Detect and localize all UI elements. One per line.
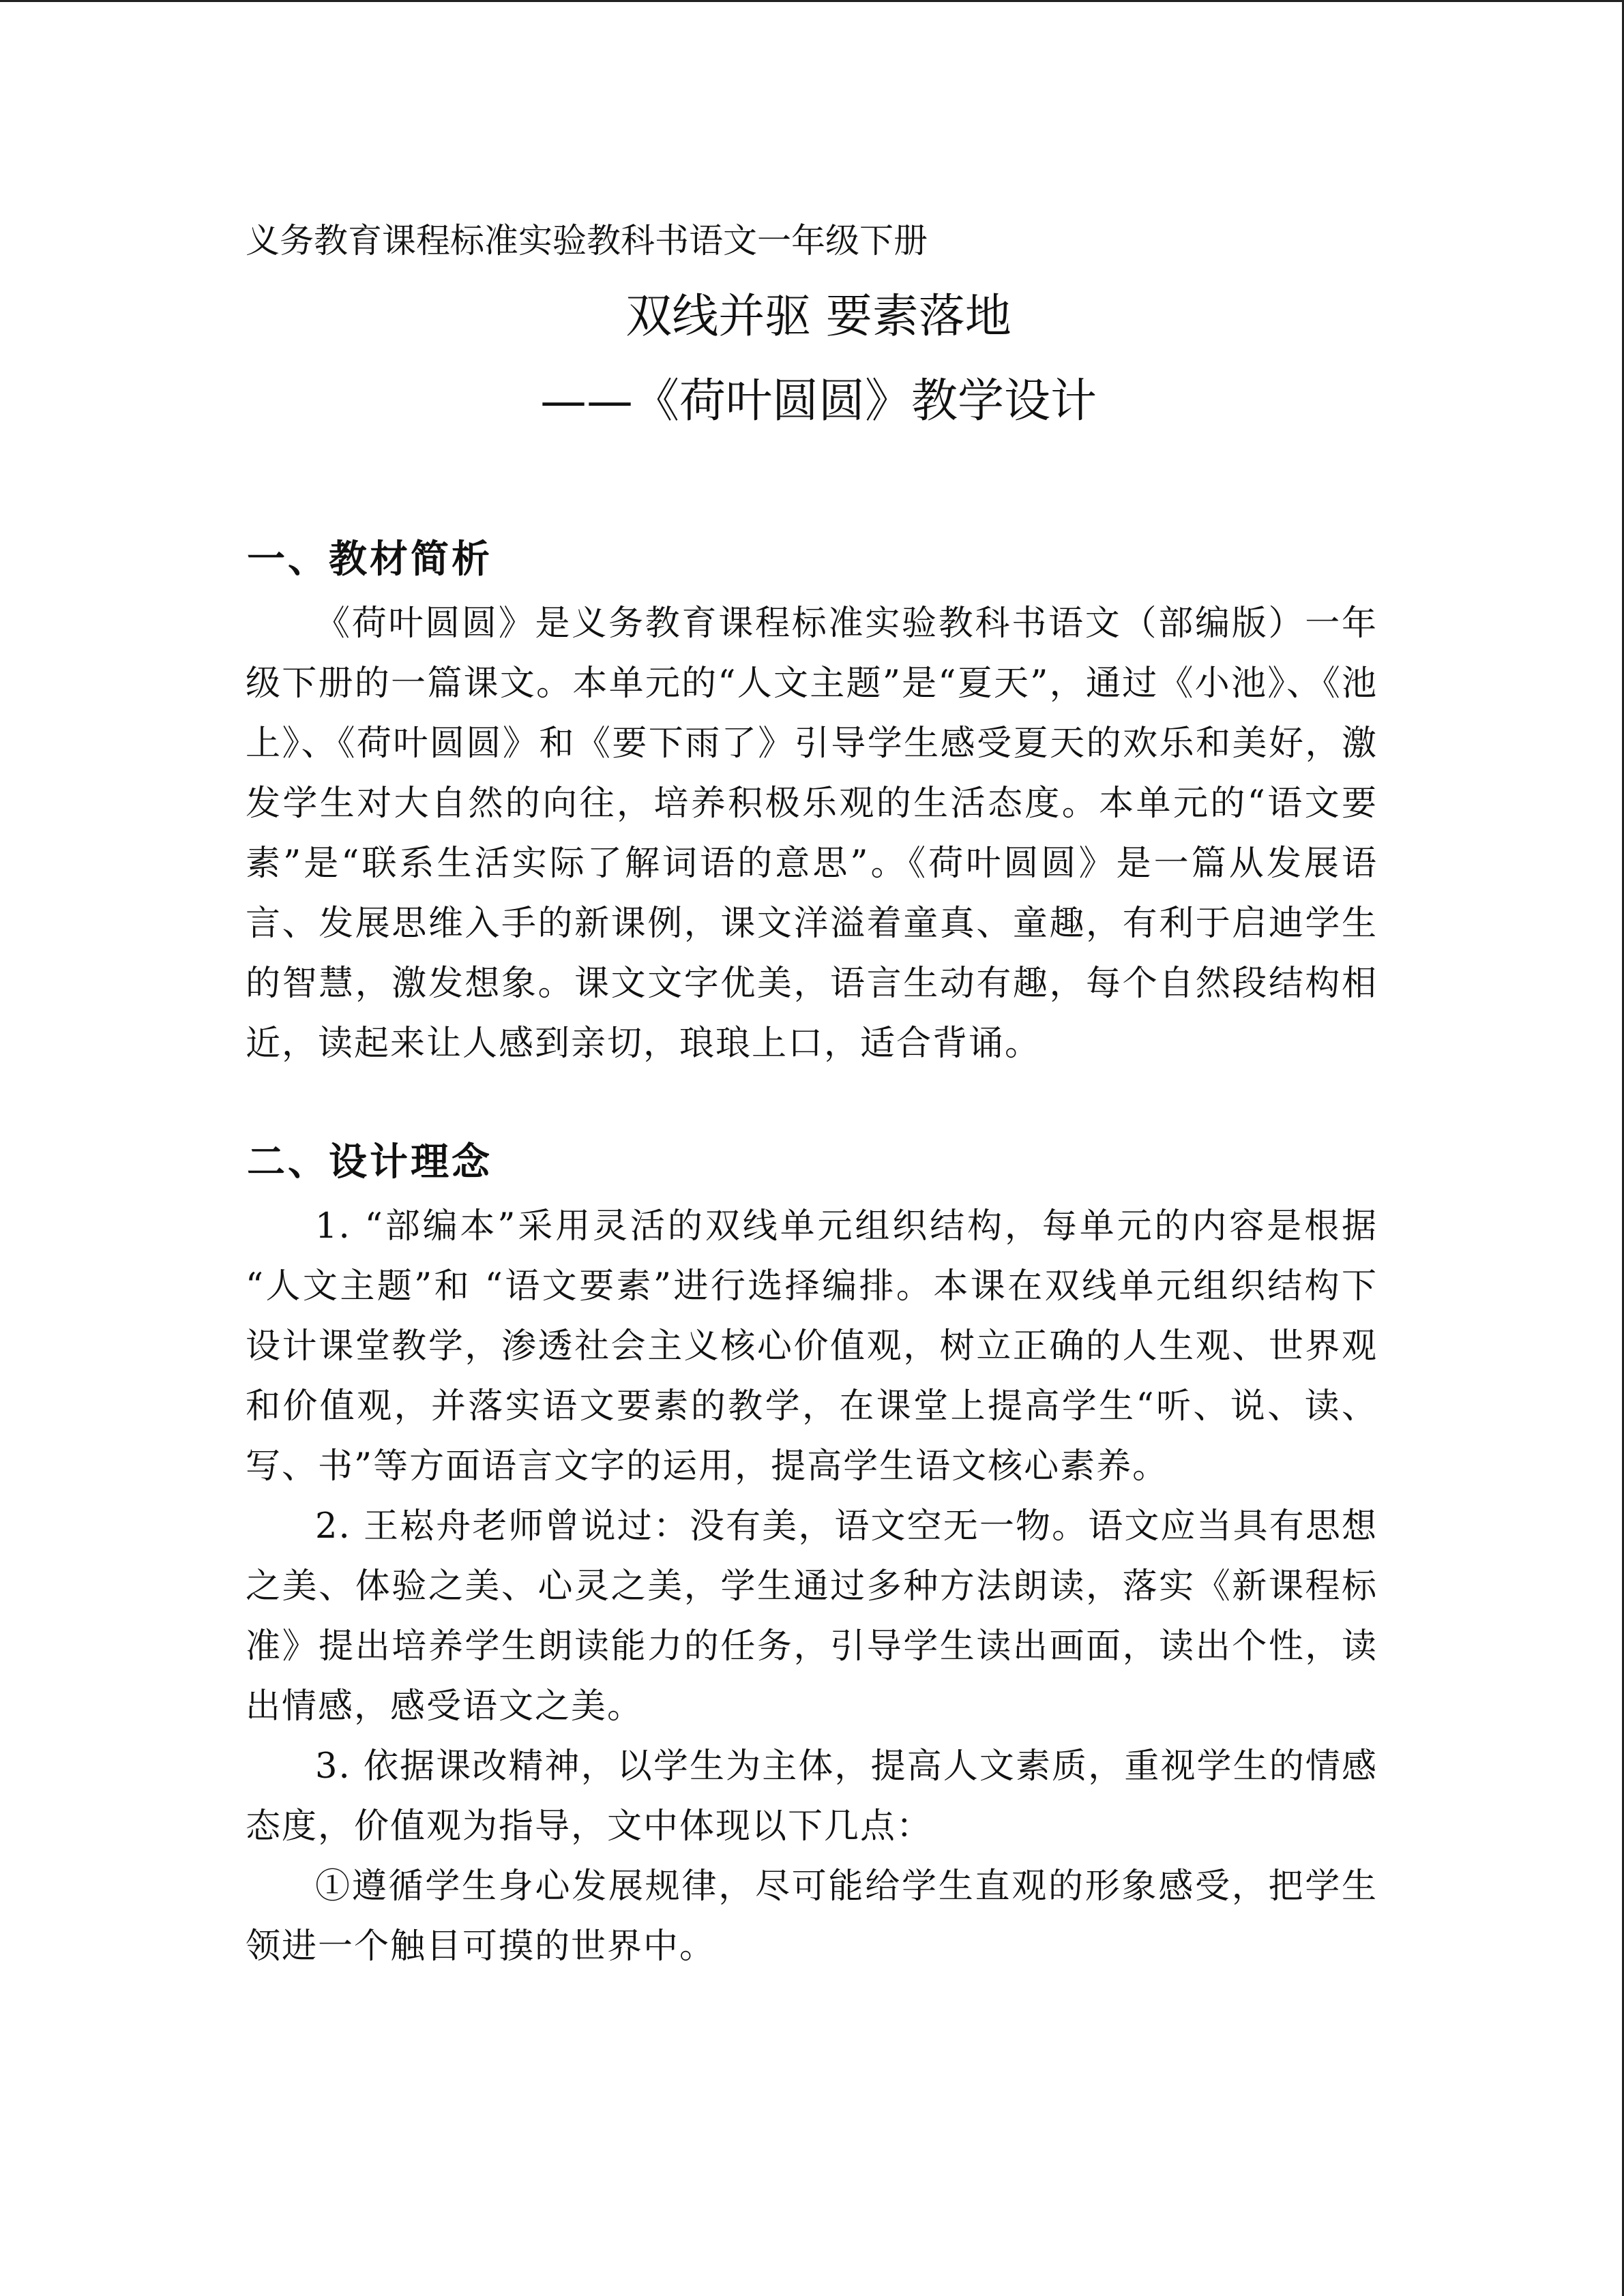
paragraph-material-analysis: 《荷叶圆圆》是义务教育课程标准实验教科书语文（部编版）一年级下册的一篇课文。本单元的“人文主题”是“夏天”，通过《小池》、《池上》、《荷叶圆圆》和《要下雨了》引导学生感受夏天的欢乐和美好，激发学生对大自然的向往，培养积极乐观的生活态度。本单元的“语文要素”是“联系生活实际了解词语的意思”。《荷叶圆圆》是一篇从发展语言、发展思维入手的新课例，课文洋溢着童真、童趣，有利于启迪学生的智慧，激发想象。课文文字优美，语言生动有趣，每个自然段结构相近，读起来让人感到亲切，琅琅上口，适合背诵。 bbox=[246, 603, 1378, 1064]
document-body bbox=[246, 207, 1378, 1977]
document-title: 双线并驱 要素落地 bbox=[625, 290, 1012, 344]
paragraph-design-subpoint-1: ①遵循学生身心发展规律，尽可能给学生直观的形象感受，把学生领进一个触目可摸的世界中。 bbox=[246, 1866, 1378, 1967]
paragraph-design-point-1: 1. “部编本”采用灵活的双线单元组织结构，每单元的内容是根据 “人文主题”和 “语文要素”进行选择编排。本课在双线单元组织结构下设计课堂教学，渗透社会主义核心价值观，树立正确的人生观、世界观和价值观，并落实语文要素的教学，在课堂上提高学生“听、说、读、写、书”等方面语言文字的运用，提高学生语文核心素养。 bbox=[246, 1206, 1378, 1487]
document-subtitle: ——《荷叶圆圆》教学设计 bbox=[540, 374, 1097, 428]
paragraph-design-point-3: 3. 依据课改精神，以学生为主体，提高人文素质，重视学生的情感态度，价值观为指导，文中体现以下几点： bbox=[246, 1746, 1378, 1847]
section-heading-design-concept: 二、设计理念 bbox=[247, 1140, 492, 1184]
textbook-series-line: 义务教育课程标准实验教科书语文一年级下册 bbox=[246, 221, 928, 260]
paragraph-design-point-2: 2. 王崧舟老师曾说过：没有美，语文空无一物。语文应当具有思想之美、体验之美、心灵之美，学生通过多种方法朗读，落实《新课程标准》提出培养学生朗读能力的任务，引导学生读出画面，读出个性，读出情感，感受语文之美。 bbox=[246, 1506, 1378, 1727]
section-spacer bbox=[246, 1074, 1378, 1129]
section-heading-material-analysis: 一、教材简析 bbox=[247, 537, 492, 582]
